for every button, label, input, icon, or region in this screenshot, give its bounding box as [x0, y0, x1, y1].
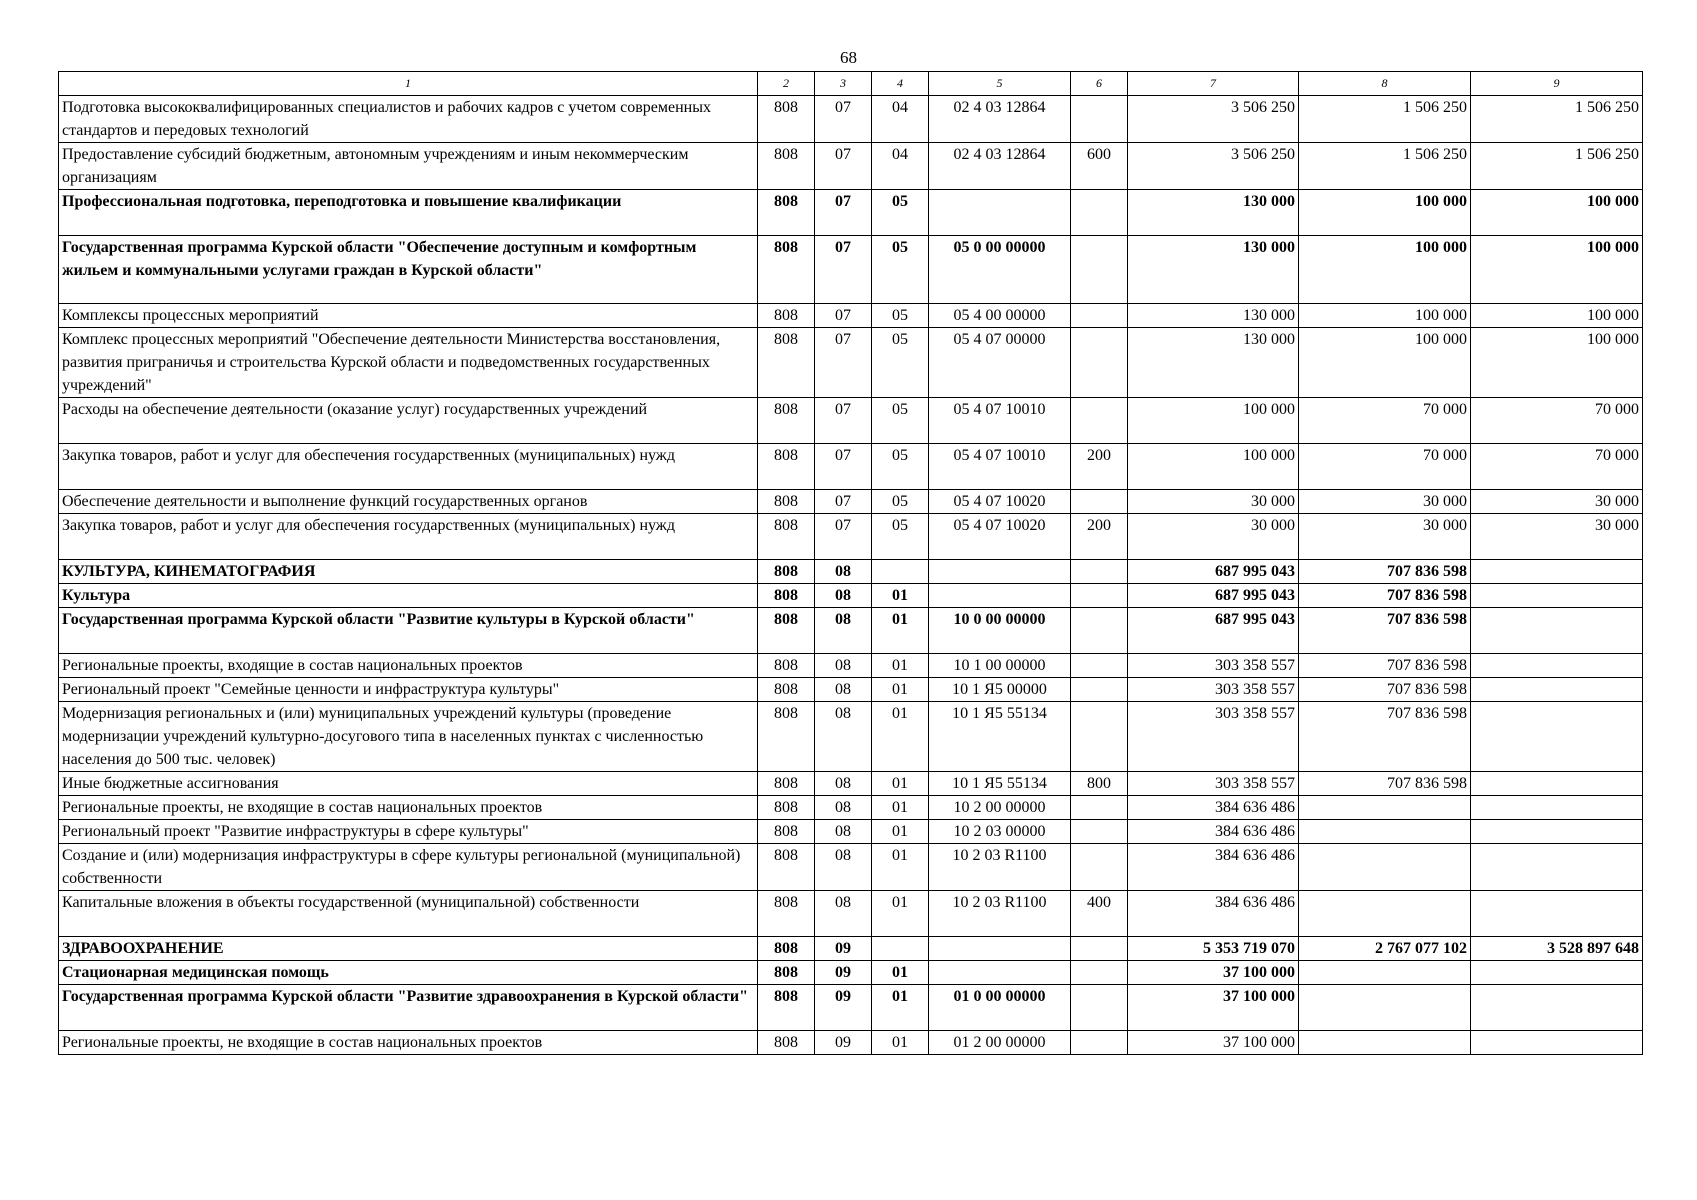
target-article-code: 01 0 00 00000 — [929, 985, 1071, 1031]
section-code: 07 — [815, 490, 872, 514]
expense-type-code: 400 — [1071, 891, 1128, 937]
amount-col-8: 100 000 — [1299, 236, 1471, 304]
amount-col-8: 70 000 — [1299, 444, 1471, 490]
table-row — [59, 236, 1643, 304]
subsection-code: 05 — [872, 304, 929, 328]
section-code: 08 — [815, 560, 872, 584]
amount-col-7: 130 000 — [1128, 236, 1299, 304]
amount-col-8: 1 506 250 — [1299, 96, 1471, 143]
amount-col-9 — [1471, 560, 1643, 584]
expense-type-code: 800 — [1071, 772, 1128, 796]
amount-col-9: 30 000 — [1471, 490, 1643, 514]
section-code: 08 — [815, 702, 872, 772]
expense-type-code — [1071, 702, 1128, 772]
table-row — [59, 985, 1643, 1031]
amount-col-9: 70 000 — [1471, 444, 1643, 490]
row-name: Региональный проект "Семейные ценности и инфраструктура культуры" — [59, 678, 758, 702]
amount-col-7: 37 100 000 — [1128, 985, 1299, 1031]
amount-col-9: 30 000 — [1471, 514, 1643, 560]
amount-col-9 — [1471, 820, 1643, 844]
row-name: Региональные проекты, входящие в состав национальных проектов — [59, 654, 758, 678]
section-code: 08 — [815, 820, 872, 844]
section-code: 08 — [815, 654, 872, 678]
amount-col-7: 384 636 486 — [1128, 891, 1299, 937]
grbs-code: 808 — [758, 96, 815, 143]
amount-col-8: 707 836 598 — [1299, 772, 1471, 796]
table-row — [59, 820, 1643, 844]
amount-col-8: 2 767 077 102 — [1299, 937, 1471, 961]
amount-col-9 — [1471, 584, 1643, 608]
expense-type-code — [1071, 820, 1128, 844]
amount-col-8: 707 836 598 — [1299, 560, 1471, 584]
expense-type-code — [1071, 560, 1128, 584]
amount-col-8: 707 836 598 — [1299, 654, 1471, 678]
expense-type-code — [1071, 328, 1128, 398]
subsection-code: 04 — [872, 143, 929, 190]
section-code: 07 — [815, 143, 872, 190]
table-row — [59, 1031, 1643, 1055]
row-name: Комплекс процессных мероприятий "Обеспечение деятельности Министерства восстановления, развития приграничья и строительства Курской области и подведомственных государственных учреждений" — [59, 328, 758, 398]
amount-col-7: 303 358 557 — [1128, 654, 1299, 678]
subsection-code: 05 — [872, 490, 929, 514]
table-row — [59, 678, 1643, 702]
table-row — [59, 560, 1643, 584]
subsection-code: 01 — [872, 608, 929, 654]
expense-type-code: 600 — [1071, 143, 1128, 190]
target-article-code: 10 2 03 00000 — [929, 820, 1071, 844]
amount-col-9 — [1471, 961, 1643, 985]
amount-col-9: 100 000 — [1471, 328, 1643, 398]
amount-col-7: 3 506 250 — [1128, 143, 1299, 190]
row-name: Региональный проект "Развитие инфраструктуры в сфере культуры" — [59, 820, 758, 844]
expense-type-code — [1071, 796, 1128, 820]
column-header: 9 — [1471, 72, 1643, 96]
grbs-code: 808 — [758, 772, 815, 796]
table-row — [59, 584, 1643, 608]
grbs-code: 808 — [758, 796, 815, 820]
amount-col-8: 100 000 — [1299, 328, 1471, 398]
expense-type-code — [1071, 654, 1128, 678]
row-name: Создание и (или) модернизация инфраструктуры в сфере культуры региональной (муниципальной) собственности — [59, 844, 758, 891]
expense-type-code — [1071, 844, 1128, 891]
grbs-code: 808 — [758, 490, 815, 514]
row-name: Предоставление субсидий бюджетным, автономным учреждениям и иным некоммерческим организациям — [59, 143, 758, 190]
expense-type-code: 200 — [1071, 514, 1128, 560]
column-header: 3 — [815, 72, 872, 96]
target-article-code — [929, 961, 1071, 985]
column-number-row — [59, 72, 1643, 96]
expense-type-code — [1071, 398, 1128, 444]
table-row — [59, 328, 1643, 398]
grbs-code: 808 — [758, 891, 815, 937]
grbs-code: 808 — [758, 236, 815, 304]
amount-col-9 — [1471, 985, 1643, 1031]
table-row — [59, 398, 1643, 444]
table-row — [59, 772, 1643, 796]
grbs-code: 808 — [758, 985, 815, 1031]
amount-col-7: 100 000 — [1128, 398, 1299, 444]
grbs-code: 808 — [758, 328, 815, 398]
subsection-code: 01 — [872, 678, 929, 702]
grbs-code: 808 — [758, 702, 815, 772]
table-row — [59, 143, 1643, 190]
table-row — [59, 654, 1643, 678]
subsection-code: 05 — [872, 236, 929, 304]
target-article-code: 10 1 Я5 00000 — [929, 678, 1071, 702]
section-code: 09 — [815, 1031, 872, 1055]
target-article-code: 05 4 07 10010 — [929, 398, 1071, 444]
subsection-code: 01 — [872, 891, 929, 937]
expense-type-code — [1071, 584, 1128, 608]
amount-col-9: 1 506 250 — [1471, 96, 1643, 143]
subsection-code: 01 — [872, 1031, 929, 1055]
section-code: 07 — [815, 444, 872, 490]
subsection-code: 05 — [872, 444, 929, 490]
grbs-code: 808 — [758, 961, 815, 985]
table-row — [59, 608, 1643, 654]
subsection-code: 01 — [872, 772, 929, 796]
amount-col-7: 384 636 486 — [1128, 844, 1299, 891]
amount-col-8 — [1299, 796, 1471, 820]
amount-col-9 — [1471, 796, 1643, 820]
grbs-code: 808 — [758, 1031, 815, 1055]
amount-col-8: 30 000 — [1299, 514, 1471, 560]
expense-type-code — [1071, 190, 1128, 236]
row-name: Региональные проекты, не входящие в состав национальных проектов — [59, 796, 758, 820]
section-code: 08 — [815, 678, 872, 702]
section-code: 08 — [815, 772, 872, 796]
amount-col-7: 130 000 — [1128, 328, 1299, 398]
amount-col-9 — [1471, 772, 1643, 796]
grbs-code: 808 — [758, 584, 815, 608]
target-article-code: 02 4 03 12864 — [929, 96, 1071, 143]
section-code: 07 — [815, 304, 872, 328]
subsection-code: 01 — [872, 985, 929, 1031]
target-article-code — [929, 584, 1071, 608]
amount-col-7: 130 000 — [1128, 304, 1299, 328]
grbs-code: 808 — [758, 678, 815, 702]
target-article-code — [929, 190, 1071, 236]
section-code: 08 — [815, 891, 872, 937]
expense-type-code — [1071, 608, 1128, 654]
amount-col-7: 303 358 557 — [1128, 772, 1299, 796]
amount-col-9: 1 506 250 — [1471, 143, 1643, 190]
column-header: 8 — [1299, 72, 1471, 96]
row-name: Модернизация региональных и (или) муниципальных учреждений культуры (проведение модернизации учреждений культурно-досугового типа в населенных пунктах с численностью населения до 500 тыс. человек) — [59, 702, 758, 772]
expense-type-code — [1071, 937, 1128, 961]
amount-col-9: 3 528 897 648 — [1471, 937, 1643, 961]
subsection-code: 05 — [872, 190, 929, 236]
amount-col-9 — [1471, 844, 1643, 891]
target-article-code — [929, 937, 1071, 961]
amount-col-8: 100 000 — [1299, 190, 1471, 236]
row-name: Комплексы процессных мероприятий — [59, 304, 758, 328]
table-row — [59, 190, 1643, 236]
target-article-code: 10 2 03 R1100 — [929, 844, 1071, 891]
amount-col-9 — [1471, 678, 1643, 702]
amount-col-8: 100 000 — [1299, 304, 1471, 328]
amount-col-8: 1 506 250 — [1299, 143, 1471, 190]
amount-col-9: 100 000 — [1471, 236, 1643, 304]
subsection-code — [872, 937, 929, 961]
amount-col-8 — [1299, 985, 1471, 1031]
subsection-code: 01 — [872, 844, 929, 891]
subsection-code: 01 — [872, 820, 929, 844]
section-code: 08 — [815, 608, 872, 654]
section-code: 07 — [815, 236, 872, 304]
amount-col-8: 707 836 598 — [1299, 678, 1471, 702]
row-name: КУЛЬТУРА, КИНЕМАТОГРАФИЯ — [59, 560, 758, 584]
grbs-code: 808 — [758, 304, 815, 328]
column-header: 5 — [929, 72, 1071, 96]
table-row — [59, 961, 1643, 985]
subsection-code: 01 — [872, 654, 929, 678]
amount-col-9 — [1471, 1031, 1643, 1055]
row-name: Иные бюджетные ассигнования — [59, 772, 758, 796]
target-article-code: 05 4 07 10020 — [929, 490, 1071, 514]
target-article-code: 02 4 03 12864 — [929, 143, 1071, 190]
table-row — [59, 937, 1643, 961]
expense-type-code — [1071, 961, 1128, 985]
expense-type-code — [1071, 490, 1128, 514]
row-name: Подготовка высококвалифицированных специалистов и рабочих кадров с учетом современных стандартов и передовых технологий — [59, 96, 758, 143]
grbs-code: 808 — [758, 844, 815, 891]
subsection-code: 01 — [872, 584, 929, 608]
subsection-code — [872, 560, 929, 584]
amount-col-7: 30 000 — [1128, 514, 1299, 560]
subsection-code: 01 — [872, 961, 929, 985]
subsection-code: 05 — [872, 328, 929, 398]
section-code: 07 — [815, 328, 872, 398]
amount-col-8 — [1299, 844, 1471, 891]
table-row — [59, 490, 1643, 514]
table-row — [59, 444, 1643, 490]
target-article-code: 05 4 07 00000 — [929, 328, 1071, 398]
row-name: Стационарная медицинская помощь — [59, 961, 758, 985]
table-row — [59, 514, 1643, 560]
subsection-code: 04 — [872, 96, 929, 143]
grbs-code: 808 — [758, 608, 815, 654]
row-name: Закупка товаров, работ и услуг для обеспечения государственных (муниципальных) нужд — [59, 514, 758, 560]
grbs-code: 808 — [758, 654, 815, 678]
grbs-code: 808 — [758, 444, 815, 490]
target-article-code: 05 4 07 10010 — [929, 444, 1071, 490]
section-code: 08 — [815, 844, 872, 891]
amount-col-8 — [1299, 820, 1471, 844]
row-name: Закупка товаров, работ и услуг для обеспечения государственных (муниципальных) нужд — [59, 444, 758, 490]
expense-type-code: 200 — [1071, 444, 1128, 490]
grbs-code: 808 — [758, 560, 815, 584]
column-header: 4 — [872, 72, 929, 96]
expense-type-code — [1071, 1031, 1128, 1055]
expense-type-code — [1071, 236, 1128, 304]
amount-col-9: 100 000 — [1471, 190, 1643, 236]
row-name: Расходы на обеспечение деятельности (оказание услуг) государственных учреждений — [59, 398, 758, 444]
expense-type-code — [1071, 96, 1128, 143]
amount-col-9: 70 000 — [1471, 398, 1643, 444]
table-row — [59, 96, 1643, 143]
page-number: 68 — [840, 48, 857, 67]
subsection-code: 01 — [872, 702, 929, 772]
section-code: 08 — [815, 584, 872, 608]
amount-col-7: 687 995 043 — [1128, 584, 1299, 608]
amount-col-9 — [1471, 891, 1643, 937]
column-header: 1 — [59, 72, 758, 96]
row-name: Государственная программа Курской области "Развитие культуры в Курской области" — [59, 608, 758, 654]
subsection-code: 01 — [872, 796, 929, 820]
section-code: 09 — [815, 961, 872, 985]
row-name: Государственная программа Курской области "Обеспечение доступным и комфортным жильем и коммунальными услугами граждан в Курской области" — [59, 236, 758, 304]
amount-col-8: 707 836 598 — [1299, 584, 1471, 608]
grbs-code: 808 — [758, 190, 815, 236]
amount-col-7: 687 995 043 — [1128, 608, 1299, 654]
grbs-code: 808 — [758, 143, 815, 190]
amount-col-7: 3 506 250 — [1128, 96, 1299, 143]
table-row — [59, 891, 1643, 937]
amount-col-8 — [1299, 961, 1471, 985]
column-header: 6 — [1071, 72, 1128, 96]
row-name: Обеспечение деятельности и выполнение функций государственных органов — [59, 490, 758, 514]
target-article-code: 10 1 Я5 55134 — [929, 702, 1071, 772]
column-header: 2 — [758, 72, 815, 96]
amount-col-9 — [1471, 608, 1643, 654]
expense-type-code — [1071, 678, 1128, 702]
amount-col-7: 687 995 043 — [1128, 560, 1299, 584]
target-article-code — [929, 560, 1071, 584]
amount-col-7: 130 000 — [1128, 190, 1299, 236]
table-row — [59, 796, 1643, 820]
amount-col-8 — [1299, 1031, 1471, 1055]
amount-col-7: 37 100 000 — [1128, 1031, 1299, 1055]
amount-col-9 — [1471, 654, 1643, 678]
grbs-code: 808 — [758, 937, 815, 961]
subsection-code: 05 — [872, 398, 929, 444]
target-article-code: 10 1 00 00000 — [929, 654, 1071, 678]
amount-col-7: 37 100 000 — [1128, 961, 1299, 985]
section-code: 07 — [815, 190, 872, 236]
subsection-code: 05 — [872, 514, 929, 560]
target-article-code: 05 0 00 00000 — [929, 236, 1071, 304]
section-code: 07 — [815, 96, 872, 143]
target-article-code: 05 4 00 00000 — [929, 304, 1071, 328]
grbs-code: 808 — [758, 398, 815, 444]
target-article-code: 10 0 00 00000 — [929, 608, 1071, 654]
amount-col-7: 100 000 — [1128, 444, 1299, 490]
amount-col-7: 303 358 557 — [1128, 702, 1299, 772]
amount-col-8 — [1299, 891, 1471, 937]
amount-col-7: 384 636 486 — [1128, 820, 1299, 844]
target-article-code: 01 2 00 00000 — [929, 1031, 1071, 1055]
section-code: 08 — [815, 796, 872, 820]
target-article-code: 10 2 03 R1100 — [929, 891, 1071, 937]
amount-col-9 — [1471, 702, 1643, 772]
target-article-code: 05 4 07 10020 — [929, 514, 1071, 560]
grbs-code: 808 — [758, 820, 815, 844]
row-name: Профессиональная подготовка, переподготовка и повышение квалификации — [59, 190, 758, 236]
section-code: 07 — [815, 398, 872, 444]
budget-table — [58, 71, 1643, 1055]
amount-col-9: 100 000 — [1471, 304, 1643, 328]
row-name: Государственная программа Курской области "Развитие здравоохранения в Курской области" — [59, 985, 758, 1031]
amount-col-8: 70 000 — [1299, 398, 1471, 444]
grbs-code: 808 — [758, 514, 815, 560]
amount-col-7: 5 353 719 070 — [1128, 937, 1299, 961]
section-code: 09 — [815, 985, 872, 1031]
expense-type-code — [1071, 304, 1128, 328]
row-name: Капитальные вложения в объекты государственной (муниципальной) собственности — [59, 891, 758, 937]
section-code: 07 — [815, 514, 872, 560]
amount-col-8: 707 836 598 — [1299, 608, 1471, 654]
target-article-code: 10 2 00 00000 — [929, 796, 1071, 820]
amount-col-7: 30 000 — [1128, 490, 1299, 514]
column-header: 7 — [1128, 72, 1299, 96]
section-code: 09 — [815, 937, 872, 961]
expense-type-code — [1071, 985, 1128, 1031]
target-article-code: 10 1 Я5 55134 — [929, 772, 1071, 796]
table-row — [59, 304, 1643, 328]
row-name: ЗДРАВООХРАНЕНИЕ — [59, 937, 758, 961]
table-row — [59, 844, 1643, 891]
amount-col-8: 30 000 — [1299, 490, 1471, 514]
table-row — [59, 702, 1643, 772]
row-name: Региональные проекты, не входящие в состав национальных проектов — [59, 1031, 758, 1055]
amount-col-7: 303 358 557 — [1128, 678, 1299, 702]
amount-col-7: 384 636 486 — [1128, 796, 1299, 820]
row-name: Культура — [59, 584, 758, 608]
amount-col-8: 707 836 598 — [1299, 702, 1471, 772]
